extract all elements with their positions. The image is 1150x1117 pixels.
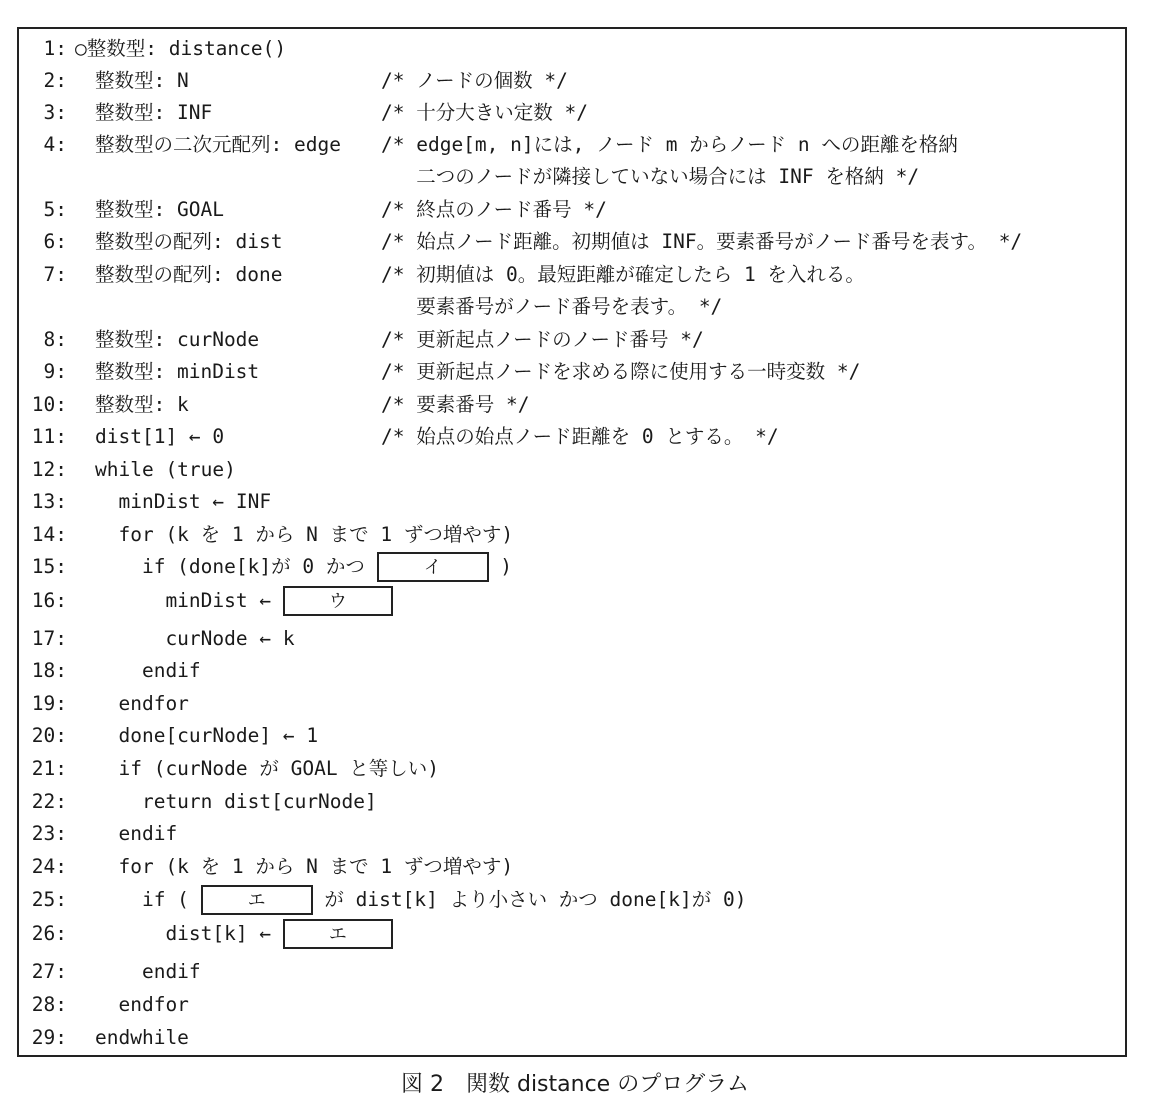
code-text: return dist[curNode]	[95, 790, 377, 813]
code-text: while (true)	[95, 458, 236, 481]
code-comment: /* 十分大きい定数 */	[381, 101, 588, 124]
code-comment: /* 要素番号 */	[381, 393, 530, 416]
code-line	[19, 33, 1119, 65]
line-number: 28:	[31, 993, 67, 1016]
code-line	[19, 851, 1119, 883]
line-number: 9:	[43, 360, 67, 383]
code-line	[19, 956, 1119, 988]
line-number: 27:	[31, 960, 67, 983]
code-text: 整数型の配列: done	[95, 263, 283, 286]
code-line	[19, 753, 1119, 785]
code-line	[19, 421, 1119, 453]
line-number: 12:	[31, 458, 67, 481]
code-text: 整数型: INF	[95, 101, 213, 124]
line-number: 7:	[43, 263, 67, 286]
code-text: endwhile	[95, 1026, 189, 1049]
code-text: for (k を 1 から N まで 1 ずつ増やす)	[95, 523, 514, 546]
code-text-before-blank: if (done[k]が 0 かつ	[95, 555, 377, 578]
code-line	[19, 454, 1119, 486]
code-text: 整数型: k	[95, 393, 189, 416]
line-number: 3:	[43, 101, 67, 124]
code-comment: /* ノードの個数 */	[381, 69, 568, 92]
code-line	[19, 989, 1119, 1021]
code-line	[19, 688, 1119, 720]
line-number: 2:	[43, 69, 67, 92]
code-comment: /* 更新起点ノードのノード番号 */	[381, 328, 704, 351]
code-comment: /* 始点ノード距離。初期値は INF。要素番号がノード番号を表す。 */	[381, 230, 1023, 253]
code-line	[19, 655, 1119, 687]
code-line	[19, 486, 1119, 518]
code-text: if (curNode が GOAL と等しい)	[95, 757, 440, 780]
code-comment: 二つのノードが隣接していない場合には INF を格納 */	[381, 165, 920, 188]
code-text-before-blank: if (	[95, 888, 201, 911]
line-number: 4:	[43, 133, 67, 156]
code-comment: 要素番号がノード番号を表す。 */	[381, 295, 723, 318]
code-line	[19, 97, 1119, 129]
code-text: dist[1] ← 0	[95, 425, 225, 448]
code-text	[95, 551, 512, 583]
code-text	[95, 585, 393, 617]
answer-blank-box[interactable]: ウ	[283, 586, 393, 616]
line-number: 11:	[31, 425, 67, 448]
code-line	[19, 519, 1119, 551]
code-line	[19, 623, 1119, 655]
line-number: 16:	[31, 589, 67, 612]
code-text: endif	[95, 960, 201, 983]
line-number: 5:	[43, 198, 67, 221]
line-number: 1:	[43, 37, 67, 60]
line-number: 17:	[31, 627, 67, 650]
line-number: 29:	[31, 1026, 67, 1049]
code-line	[19, 259, 1119, 291]
line-number: 20:	[31, 724, 67, 747]
code-text-after-blank: が dist[k] より小さい かつ done[k]が 0)	[312, 888, 747, 911]
code-line	[19, 786, 1119, 818]
code-line	[19, 356, 1119, 388]
line-number: 21:	[31, 757, 67, 780]
line-number: 15:	[31, 555, 67, 578]
code-text: 整数型: minDist	[95, 360, 260, 383]
code-comment: /* 終点のノード番号 */	[381, 198, 607, 221]
code-line	[19, 65, 1119, 97]
line-number: 23:	[31, 822, 67, 845]
code-text: curNode ← k	[95, 627, 295, 650]
code-text-before-blank: dist[k] ←	[95, 922, 283, 945]
code-line	[19, 129, 1119, 161]
code-text: 整数型: GOAL	[95, 198, 224, 221]
line-number: 19:	[31, 692, 67, 715]
figure-caption: 図 2 関数 distance のプログラム	[401, 1072, 749, 1097]
code-line	[19, 194, 1119, 226]
code-text: endif	[95, 659, 201, 682]
line-number: 13:	[31, 490, 67, 513]
code-text-before-blank: minDist ←	[95, 589, 283, 612]
line-number: 24:	[31, 855, 67, 878]
code-text: 整数型: N	[95, 69, 189, 92]
code-line	[19, 918, 1119, 950]
code-text: 整数型: curNode	[95, 328, 260, 351]
code-comment: /* 更新起点ノードを求める際に使用する一時変数 */	[381, 360, 861, 383]
program-frame	[17, 27, 1127, 1057]
line-number: 22:	[31, 790, 67, 813]
code-line	[19, 818, 1119, 850]
code-comment: /* 始点の始点ノード距離を 0 とする。 */	[381, 425, 779, 448]
code-line	[19, 389, 1119, 421]
code-line	[19, 291, 1119, 323]
code-text: endif	[95, 822, 178, 845]
line-number: 6:	[43, 230, 67, 253]
answer-blank-box[interactable]: イ	[377, 552, 489, 582]
answer-blank-box[interactable]: エ	[283, 919, 393, 949]
code-line	[19, 161, 1119, 193]
code-line	[19, 1022, 1119, 1054]
code-text	[95, 918, 393, 950]
code-text: minDist ← INF	[95, 490, 272, 513]
code-text	[95, 884, 746, 916]
line-number: 10:	[31, 393, 67, 416]
code-text: for (k を 1 から N まで 1 ずつ増やす)	[95, 855, 514, 878]
code-line	[19, 720, 1119, 752]
code-text: endfor	[95, 993, 189, 1016]
code-comment: /* edge[m, n]には, ノード m からノード n への距離を格納	[381, 133, 958, 156]
code-text: done[curNode] ← 1	[95, 724, 319, 747]
line-number: 26:	[31, 922, 67, 945]
line-number: 8:	[43, 328, 67, 351]
answer-blank-box[interactable]: エ	[201, 885, 313, 915]
line-number: 18:	[31, 659, 67, 682]
code-comment: /* 初期値は 0。最短距離が確定したら 1 を入れる。	[381, 263, 865, 286]
code-line	[19, 585, 1119, 617]
code-text: ○整数型: distance()	[75, 37, 287, 60]
code-text: 整数型の配列: dist	[95, 230, 283, 253]
code-line	[19, 884, 1119, 916]
code-text: endfor	[95, 692, 189, 715]
line-number: 25:	[31, 888, 67, 911]
code-text: 整数型の二次元配列: edge	[95, 133, 341, 156]
code-line	[19, 551, 1119, 583]
code-line	[19, 324, 1119, 356]
code-text-after-blank: )	[488, 555, 513, 578]
line-number: 14:	[31, 523, 67, 546]
code-line	[19, 226, 1119, 258]
